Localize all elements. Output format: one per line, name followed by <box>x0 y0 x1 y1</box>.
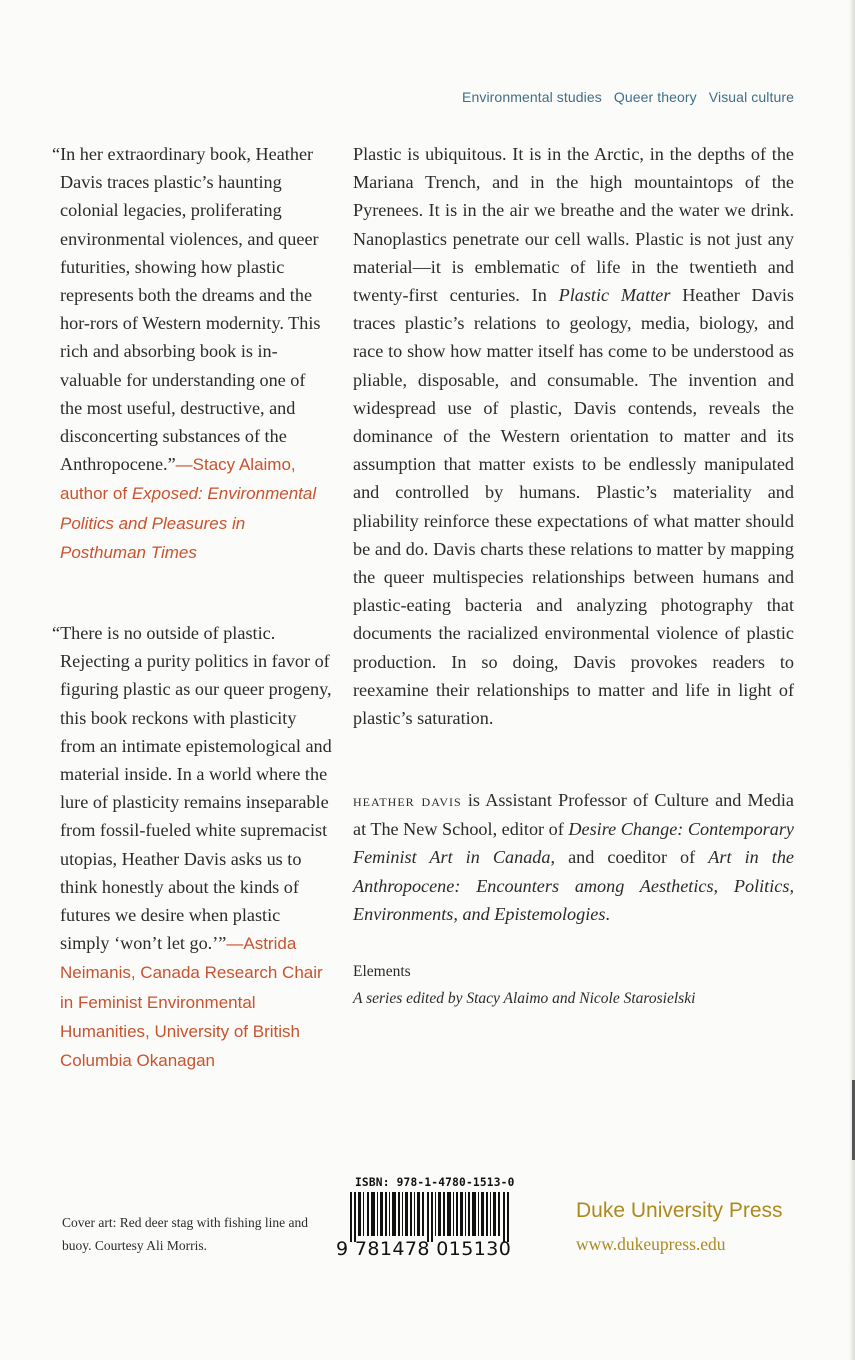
author-bio <box>353 786 794 928</box>
blurb-alaimo-quote: “In her extraordinary book, Heather Davis traces plastic’s haunting colonial legacies, proliferating environmental violences, and queer futurities, showing how plastic represents both the dreams and the hor-rors of Western modernity. This rich and absorbing book is in-valuable for understanding one of the most useful, destructive, and disconcerting substances of the Anthropocene.” <box>52 144 321 475</box>
blurb-neimanis-attribution: —Astrida Neimanis, Canada Research Chair in Feminist Environmental Humanities, University of British Columbia Okanagan <box>60 934 323 1071</box>
publisher-name: Duke University Press <box>576 1199 783 1222</box>
blurb-neimanis-quote: “There is no outside of plastic. Rejecting a purity politics in favor of figuring plastic as our queer progeny, this book reckons with plasticity from an intimate epistemological and material inside. In a world where the lure of plasticity remains inseparable from fossil-fueled white supremacist utopias, Heather Davis asks us to think honestly about the kinds of futures we desire when plastic simply ‘won’t let go.’” <box>52 623 332 954</box>
isbn-barcode <box>336 1176 522 1266</box>
bio-book-2: Art in the Anthropocene: Encounters among Aesthetics, Politics, Environments, and Epistemologies <box>353 847 795 924</box>
attribution-prefix: —Stacy Alaimo, author of <box>60 455 296 504</box>
cover-art-credit: Cover art: Red deer stag with fishing line and buoy. Courtesy Ali Morris. <box>62 1215 308 1253</box>
publisher-url[interactable]: www.dukeupress.edu <box>576 1234 726 1254</box>
book-title: Plastic Matter <box>558 285 671 306</box>
series-info <box>353 958 695 1012</box>
bio-part-3: . <box>605 903 610 924</box>
bio-book-1: Desire Change: Contemporary Feminist Art in Canada <box>353 819 794 868</box>
subject-categories <box>454 89 794 105</box>
attribution-book-title: Exposed: Environmental Politics and Pleasures in Posthuman Times <box>60 484 317 562</box>
blurb-alaimo-text <box>52 140 332 567</box>
blurb-neimanis-text <box>52 619 332 1075</box>
book-description <box>353 140 794 732</box>
blurb-neimanis <box>52 619 332 1075</box>
description-part-1: Plastic is ubiquitous. It is in the Arctic, in the depths of the Mariana Trench, and in the high mountaintops of the Pyrenees. It is in the air we breathe and the water we drink. Nanoplastics penetrate our cell walls. Plastic is not just any material—it is emblematic of life in the twentieth and twenty-first centuries. In <box>353 144 794 306</box>
barcode-digits: 9 781478 015130 <box>336 1238 512 1260</box>
series-name: Elements <box>353 963 411 980</box>
subject-queer-theory: Queer theory <box>613 89 697 105</box>
description-part-2: Heather Davis traces plastic’s relations to geology, media, biology, and race to show how matter itself has come to be understood as pliable, disposable, and consumable. The invention and widespread use of plastic, Davis contends, reveals the dominance of the Western orientation to matter and its assumption that matter exists to be endlessly manipulated and controlled by humans. Plastic’s materiality and pliability reinforce these expectations of what matter should be and do. Davis charts these relations to matter by mapping the queer multispecies relationships between humans and plastic-eating bacteria and analyzing photography that documents the racialized environmental violence of plastic production. In so doing, Davis provokes readers to reexamine their relationships to matter and life in light of plastic’s saturation. <box>353 285 794 729</box>
isbn-label: ISBN: 978-1-4780-1513-0 <box>355 1176 515 1189</box>
subject-environmental-studies: Environmental studies <box>462 89 602 105</box>
author-name: heather davis <box>353 791 462 810</box>
barcode-icon <box>336 1192 522 1242</box>
bio-part-1: is Assistant Professor of Culture and Media at The New School, editor of <box>353 790 794 840</box>
bio-part-2: , and coeditor of <box>550 847 709 868</box>
subject-visual-culture: Visual culture <box>708 89 794 105</box>
series-editors: A series edited by Stacy Alaimo and Nicole Starosielski <box>353 990 696 1007</box>
blurb-alaimo <box>52 140 332 567</box>
